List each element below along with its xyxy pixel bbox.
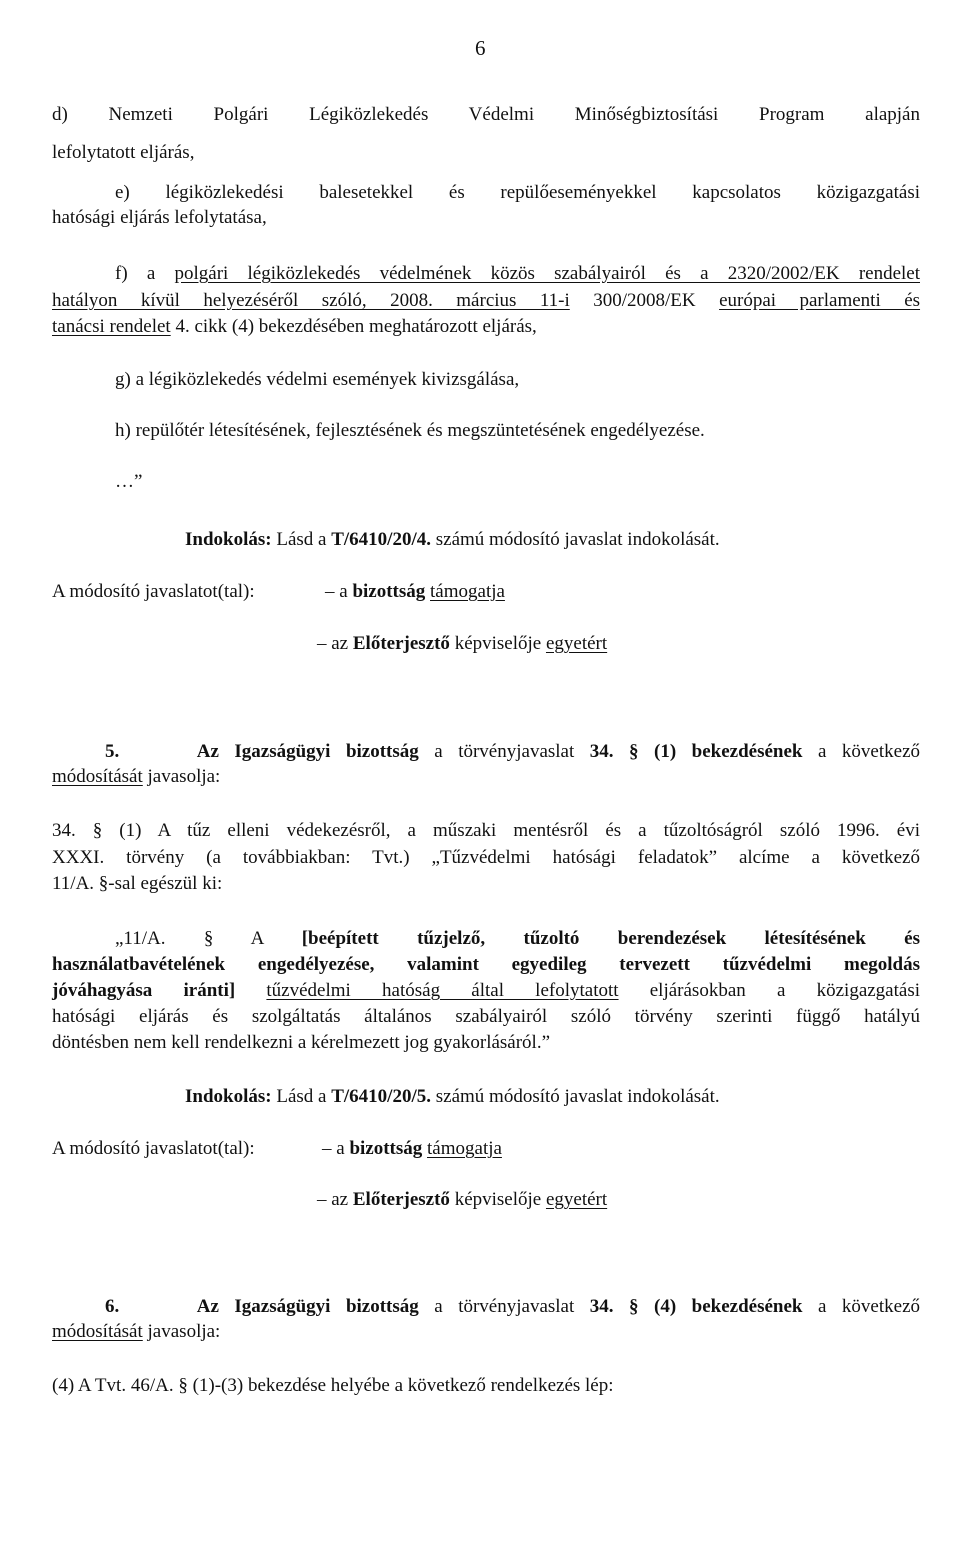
amendment-6-heading-line2: módosítását javasolja: (52, 1321, 221, 1342)
support-label-4: A módosító javaslatot(tal): (52, 581, 255, 602)
amendment-5-heading-line2: módosítását javasolja: (52, 766, 221, 787)
quote-line4: hatósági eljárás és szolgáltatás általános szabályairól szóló törvény szerinti függő hatályú (52, 1006, 920, 1027)
justification-4: Indokolás: Lásd a T/6410/20/4. számú módosító javaslat indokolását. (185, 529, 720, 550)
quote-line3: jóváhagyása iránti] tűzvédelmi hatóság által lefolytatott eljárásokban a közigazgatási (52, 980, 920, 1001)
quote-line1: „11/A. § A [beépített tűzjelző, tűzoltó berendezések létesítésének és (115, 928, 920, 949)
item-f-line2: hatályon kívül helyezéséről szóló, 2008. március 11-i 300/2008/EK európai parlamenti és (52, 290, 921, 311)
item-h: h) repülőtér létesítésének, fejlesztésének és megszüntetésének engedélyezése. (115, 420, 705, 441)
support-label-5: A módosító javaslatot(tal): (52, 1138, 255, 1159)
committee-support-5: – a bizottság támogatja (322, 1138, 502, 1159)
amendment-5-body-line2: XXXI. törvény (a továbbiakban: Tvt.) „Tűzvédelmi hatósági feladatok” alcíme a következő (52, 847, 920, 868)
committee-support-4: – a bizottság támogatja (325, 581, 505, 602)
proposer-support-4: – az Előterjesztő képviselője egyetért (317, 633, 608, 654)
item-d-line1: d) Nemzeti Polgári Légiközlekedés Védelmi Minőségbiztosítási Program alapján (52, 104, 920, 125)
item-e-line1: e) légiközlekedési balesetekkel és repülőeseményekkel kapcsolatos közigazgatási (115, 182, 920, 203)
justification-5: Indokolás: Lásd a T/6410/20/5. számú módosító javaslat indokolását. (185, 1086, 720, 1107)
page-number: 6 (475, 36, 486, 60)
amendment-6-body: (4) A Tvt. 46/A. § (1)-(3) bekezdése helyébe a következő rendelkezés lép: (52, 1375, 614, 1396)
item-f-line3: tanácsi rendelet 4. cikk (4) bekezdésében meghatározott eljárás, (52, 316, 537, 337)
item-d-line2: lefolytatott eljárás, (52, 142, 195, 163)
amendment-5-heading: 5. Az Igazságügyi bizottság a törvényjavaslat 34. § (1) bekezdésének a következő (105, 741, 921, 762)
quote-line2: használatbavételének engedélyezése, valamint egyedileg tervezett tűzvédelmi megoldás (52, 954, 920, 975)
closing-quote: …” (115, 471, 143, 492)
item-e-line2: hatósági eljárás lefolytatása, (52, 207, 267, 228)
amendment-5-body-line1: 34. § (1) A tűz elleni védekezésről, a műszaki mentésről és a tűzoltóságról szóló 1996. évi (52, 820, 920, 841)
item-g: g) a légiközlekedés védelmi események kivizsgálása, (115, 369, 520, 390)
proposer-support-5: – az Előterjesztő képviselője egyetért (317, 1189, 608, 1210)
item-f-line1: f) a polgári légiközlekedés védelmének közös szabályairól és a 2320/2002/EK rendelet (115, 263, 920, 284)
amendment-6-heading: 6. Az Igazságügyi bizottság a törvényjavaslat 34. § (4) bekezdésének a következő (105, 1296, 921, 1317)
quote-line5: döntésben nem kell rendelkezni a kérelmezett jog gyakorlásáról.” (52, 1032, 551, 1053)
amendment-5-body-line3: 11/A. §-sal egészül ki: (52, 873, 223, 894)
